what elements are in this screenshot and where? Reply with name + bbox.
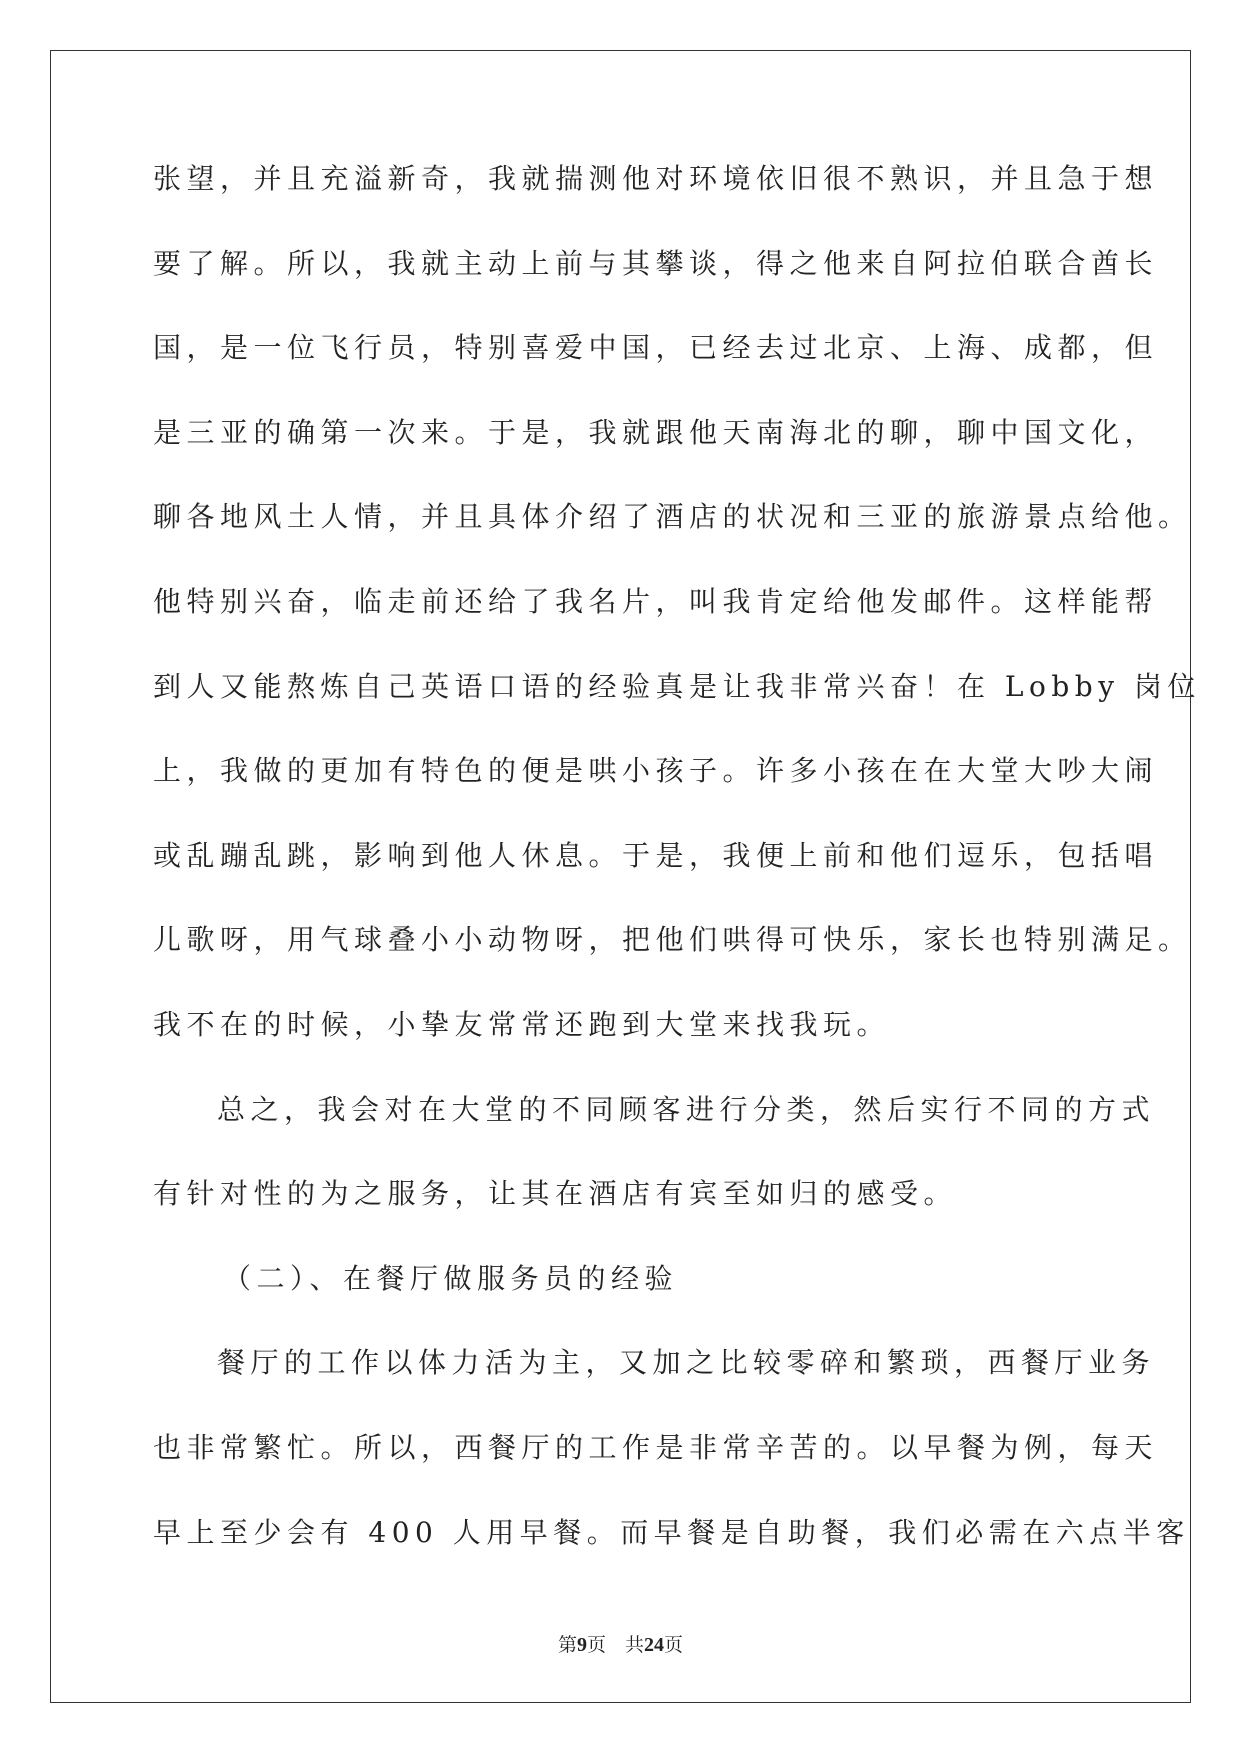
body-text (153, 162, 1201, 1603)
paragraph-start-line: 总之，我会对在大堂的不同顾客进行分类，然后实行不同的方式 (217, 1092, 1156, 1126)
text-line: 有针对性的为之服务，让其在酒店有宾至如归的感受。 (153, 1177, 958, 1211)
text-line: 他特别兴奋，临走前还给了我名片，叫我肯定给他发邮件。这样能帮 (153, 584, 1159, 618)
text-line: 我不在的时候，小挚友常常还跑到大堂来找我玩。 (153, 1007, 891, 1041)
text-line: 到人又能熬炼自己英语口语的经验真是让我非常兴奋！在 Lobby 岗位 (153, 669, 1201, 703)
page-prefix: 第 (557, 1634, 577, 1656)
page-footer (0, 1630, 1241, 1657)
text-line: 是三亚的确第一次来。于是，我就跟他天南海北的聊，聊中国文化， (153, 415, 1159, 449)
text-line: 要了解。所以，我就主动上前与其攀谈，得之他来自阿拉伯联合酋长 (153, 246, 1159, 280)
text-line: 国，是一位飞行员，特别喜爱中国，已经去过北京、上海、成都，但 (153, 331, 1159, 365)
text-line: 早上至少会有 400 人用早餐。而早餐是自助餐，我们必需在六点半客 (153, 1515, 1190, 1549)
text-line: 或乱蹦乱跳，影响到他人休息。于是，我便上前和他们逗乐，包括唱 (153, 838, 1159, 872)
text-line: 也非常繁忙。所以，西餐厅的工作是非常辛苦的。以早餐为例，每天 (153, 1430, 1159, 1464)
text-line: 儿歌呀，用气球叠小小动物呀，把他们哄得可快乐，家长也特别满足。 (153, 923, 1192, 957)
text-line: 张望，并且充溢新奇，我就揣测他对环境依旧很不熟识，并且急于想 (153, 162, 1159, 195)
section-heading: （二）、在餐厅做服务员的经验 (223, 1261, 679, 1295)
page-total: 24 (644, 1634, 665, 1656)
text-line: 聊各地风土人情，并且具体介绍了酒店的状况和三亚的旅游景点给他。 (153, 500, 1192, 534)
total-prefix: 共 (625, 1634, 645, 1656)
page-current: 9 (576, 1634, 587, 1656)
text-line: 上，我做的更加有特色的便是哄小孩子。许多小孩在在大堂大吵大闹 (153, 754, 1159, 788)
page-suffix: 页 (586, 1634, 606, 1656)
paragraph-start-line: 餐厅的工作以体力活为主，又加之比较零碎和繁琐，西餐厅业务 (217, 1346, 1156, 1380)
total-suffix: 页 (664, 1634, 684, 1656)
